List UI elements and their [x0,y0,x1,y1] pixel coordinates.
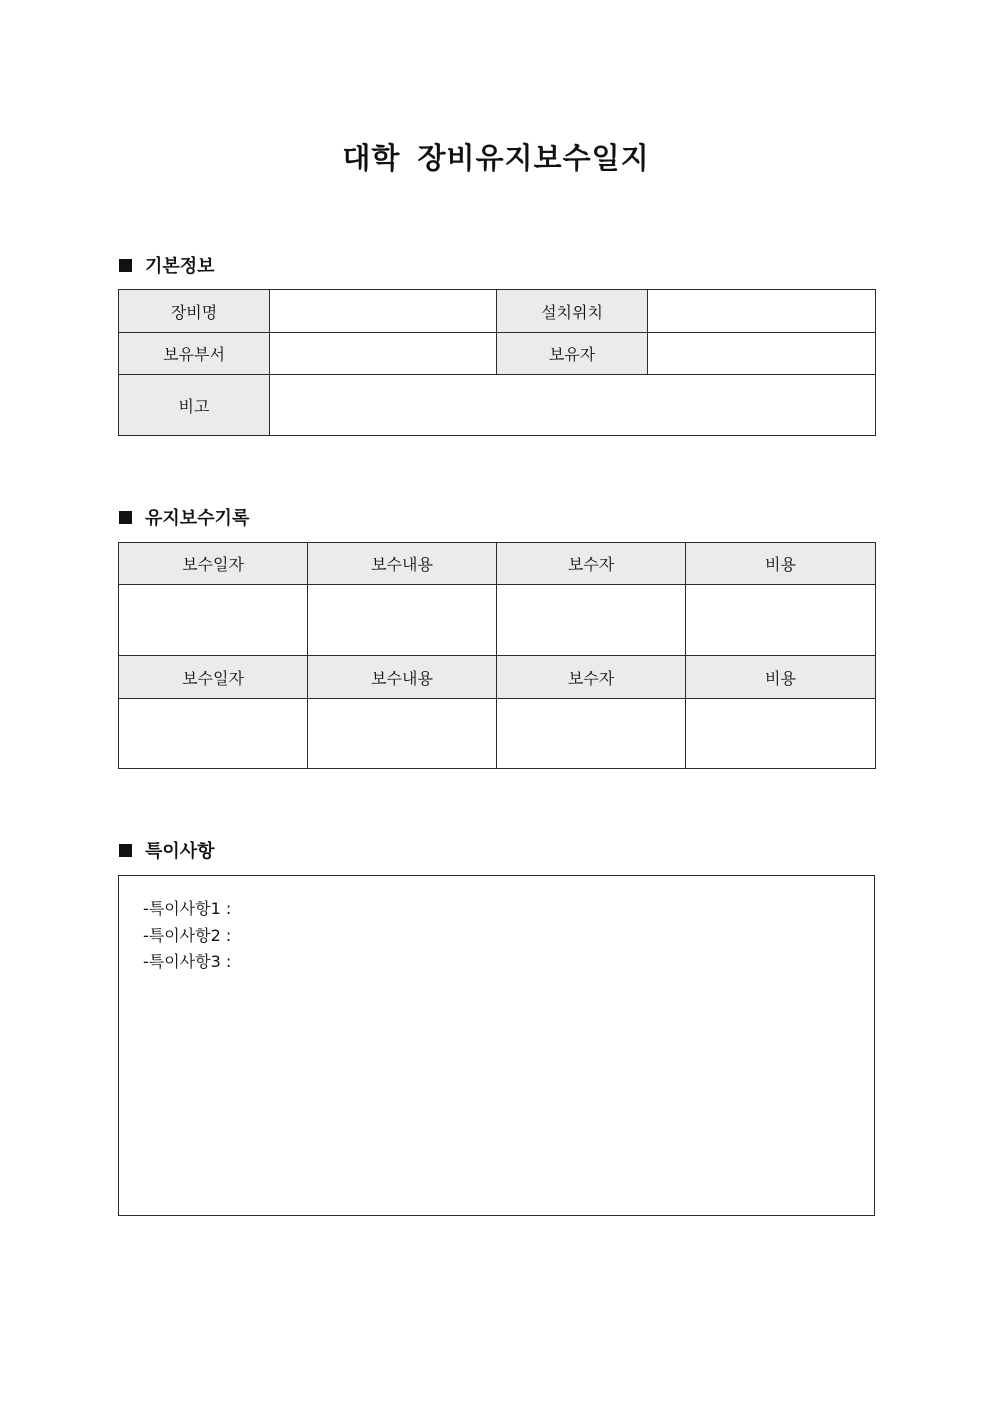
maintenance-record-row [119,585,876,656]
remarks-label: 비고 [119,375,270,436]
owner-dept-label: 보유부서 [119,333,270,375]
column-header-content: 보수내용 [308,543,497,585]
owner-dept-field[interactable] [270,333,497,375]
owner-label: 보유자 [497,333,648,375]
basic-info-table [118,289,876,436]
owner-field[interactable] [648,333,876,375]
square-bullet-icon [119,844,132,857]
maintenance-record-row [119,699,876,769]
special-note-item: -특이사항3 : [143,952,232,971]
special-notes-list [119,876,874,976]
special-note-item: -특이사항2 : [143,925,232,945]
basic-info-heading [119,253,215,277]
column-header-worker: 보수자 [497,543,686,585]
column-header-worker: 보수자 [497,656,686,699]
special-notes-box[interactable] [118,875,875,1216]
maintenance-table [118,542,876,769]
special-notes-heading [119,838,215,862]
square-bullet-icon [119,259,132,272]
column-header-date: 보수일자 [119,543,308,585]
basic-info-row [119,333,876,375]
record-date-cell[interactable] [119,585,308,656]
document-title: 대학 장비유지보수일지 [342,141,650,175]
record-content-cell[interactable] [308,699,497,769]
record-worker-cell[interactable] [497,699,686,769]
column-header-content: 보수내용 [308,656,497,699]
column-header-cost: 비용 [686,656,876,699]
remarks-field[interactable] [270,375,876,436]
basic-info-row [119,290,876,333]
record-cost-cell[interactable] [686,699,876,769]
maintenance-header-row [119,543,876,585]
special-note-item: -특이사항1 : [143,899,232,918]
record-date-cell[interactable] [119,699,308,769]
special-notes-heading-text: 특이사항 [145,841,215,862]
equipment-name-label: 장비명 [119,290,270,333]
maintenance-heading [119,505,249,529]
maintenance-header-row [119,656,876,699]
square-bullet-icon [119,511,132,524]
record-cost-cell[interactable] [686,585,876,656]
maintenance-heading-text: 유지보수기록 [145,508,250,529]
record-content-cell[interactable] [308,585,497,656]
column-header-date: 보수일자 [119,656,308,699]
equipment-name-field[interactable] [270,290,497,333]
install-location-label: 설치위치 [497,290,648,333]
column-header-cost: 비용 [686,543,876,585]
basic-info-row [119,375,876,436]
install-location-field[interactable] [648,290,876,333]
record-worker-cell[interactable] [497,585,686,656]
basic-info-heading-text: 기본정보 [145,256,215,277]
